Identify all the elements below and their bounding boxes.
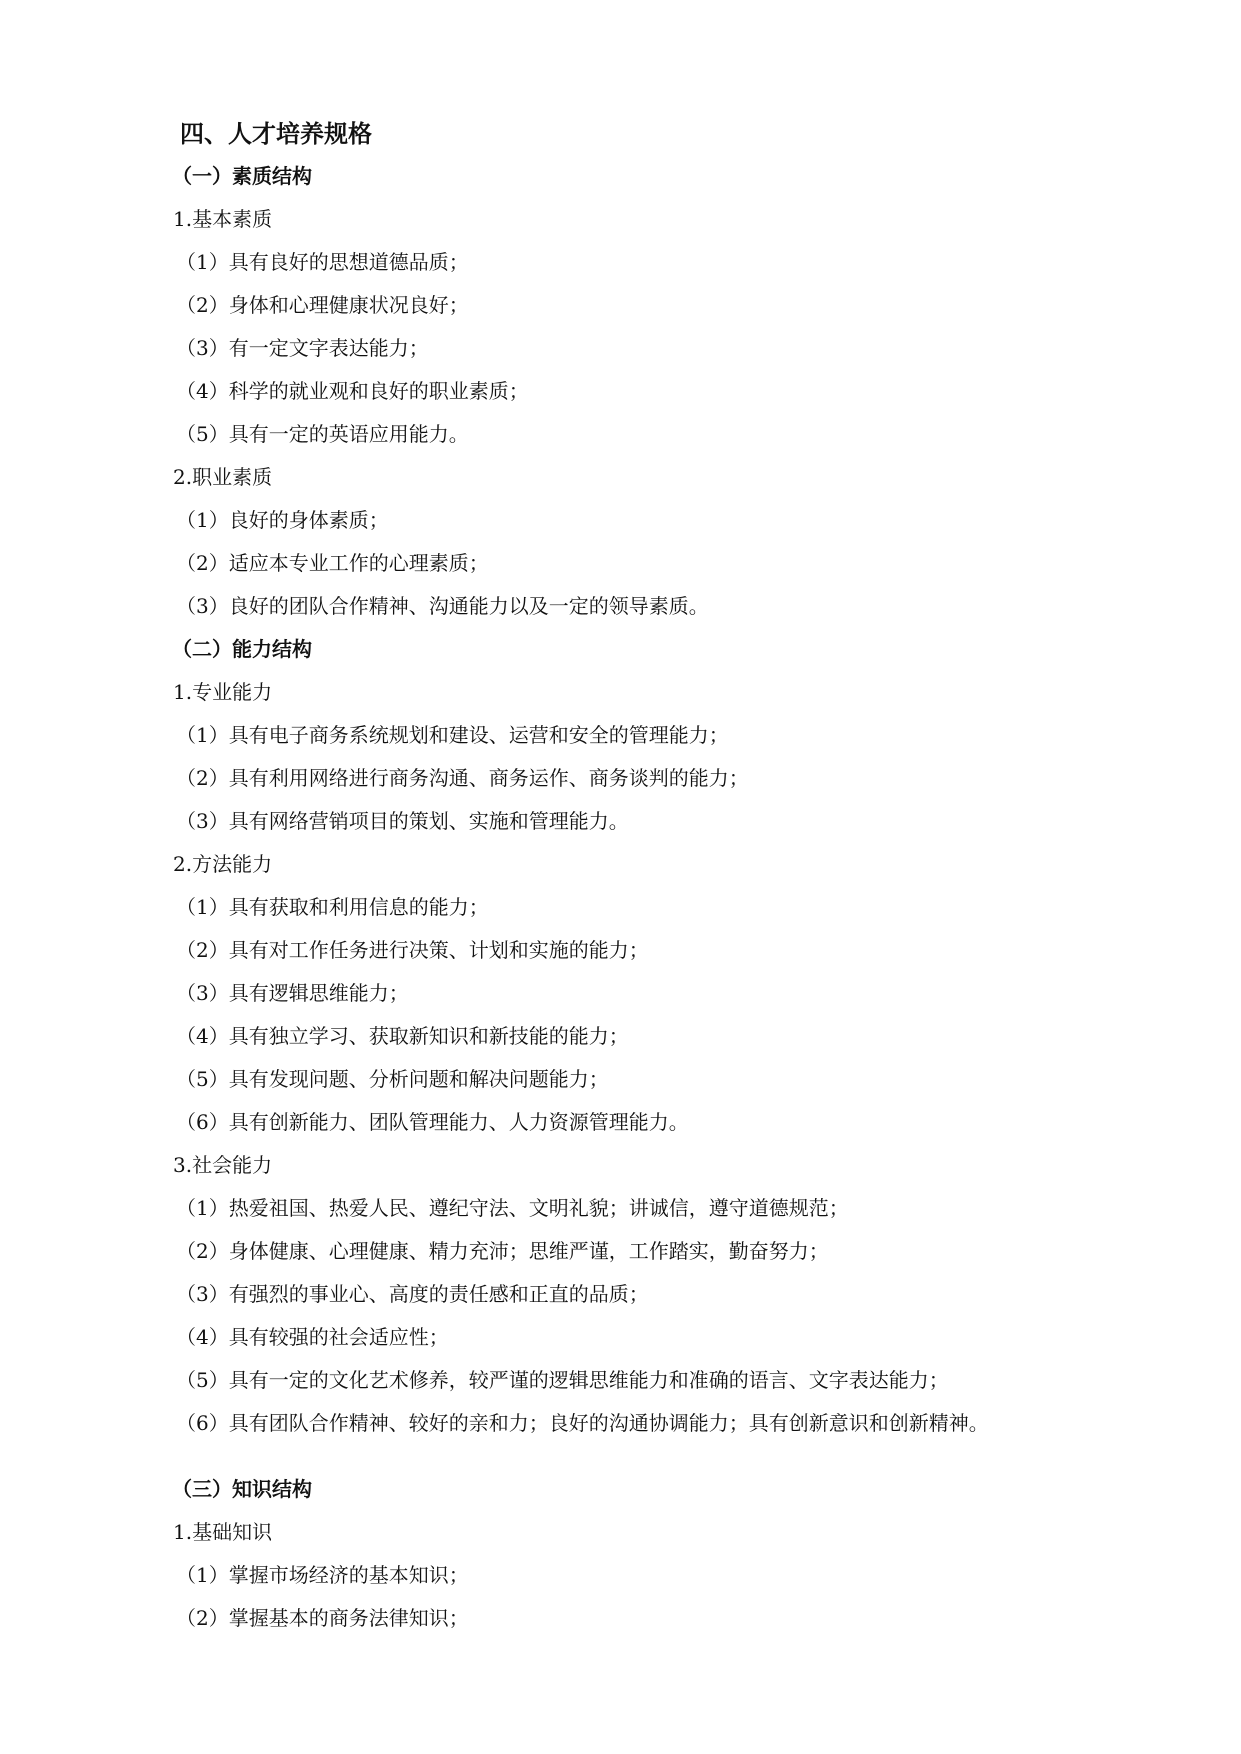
section-title: 四、人才培养规格 [180, 120, 372, 148]
list-item: （3）有强烈的事业心、高度的责任感和正直的品质； [176, 1282, 649, 1306]
subsection-heading: （一）素质结构 [172, 164, 312, 188]
group-label: 3.社会能力 [173, 1153, 273, 1177]
list-item: （2）具有利用网络进行商务沟通、商务运作、商务谈判的能力； [176, 766, 749, 790]
list-item: （1）热爱祖国、热爱人民、遵纪守法、文明礼貌；讲诚信，遵守道德规范； [176, 1196, 849, 1220]
list-item: （3）良好的团队合作精神、沟通能力以及一定的领导素质。 [176, 594, 709, 618]
list-item: （2）掌握基本的商务法律知识； [176, 1606, 469, 1630]
list-item: （6）具有团队合作精神、较好的亲和力；良好的沟通协调能力；具有创新意识和创新精神。 [176, 1411, 989, 1435]
list-item: （5）具有一定的文化艺术修养，较严谨的逻辑思维能力和准确的语言、文字表达能力； [176, 1368, 949, 1392]
list-item: （1）良好的身体素质； [176, 508, 389, 532]
list-item: （5）具有发现问题、分析问题和解决问题能力； [176, 1067, 609, 1091]
list-item: （2）具有对工作任务进行决策、计划和实施的能力； [176, 938, 649, 962]
list-item: （2）适应本专业工作的心理素质； [176, 551, 489, 575]
list-item: （2）身体和心理健康状况良好； [176, 293, 469, 317]
subsection-heading: （二）能力结构 [172, 637, 312, 661]
subsection-heading: （三）知识结构 [172, 1477, 312, 1501]
group-label: 1.基础知识 [173, 1520, 273, 1544]
list-item: （4）科学的就业观和良好的职业素质； [176, 379, 529, 403]
group-label: 1.专业能力 [173, 680, 273, 704]
list-item: （6）具有创新能力、团队管理能力、人力资源管理能力。 [176, 1110, 689, 1134]
list-item: （3）有一定文字表达能力； [176, 336, 429, 360]
list-item: （1）具有良好的思想道德品质； [176, 250, 469, 274]
list-item: （4）具有较强的社会适应性； [176, 1325, 449, 1349]
group-label: 2.方法能力 [173, 852, 273, 876]
list-item: （3）具有逻辑思维能力； [176, 981, 409, 1005]
list-item: （5）具有一定的英语应用能力。 [176, 422, 469, 446]
list-item: （3）具有网络营销项目的策划、实施和管理能力。 [176, 809, 629, 833]
list-item: （2）身体健康、心理健康、精力充沛；思维严谨，工作踏实，勤奋努力； [176, 1239, 829, 1263]
group-label: 2.职业素质 [173, 465, 273, 489]
list-item: （4）具有独立学习、获取新知识和新技能的能力； [176, 1024, 629, 1048]
list-item: （1）具有获取和利用信息的能力； [176, 895, 489, 919]
list-item: （1）掌握市场经济的基本知识； [176, 1563, 469, 1587]
list-item: （1）具有电子商务系统规划和建设、运营和安全的管理能力； [176, 723, 729, 747]
group-label: 1.基本素质 [173, 207, 273, 231]
